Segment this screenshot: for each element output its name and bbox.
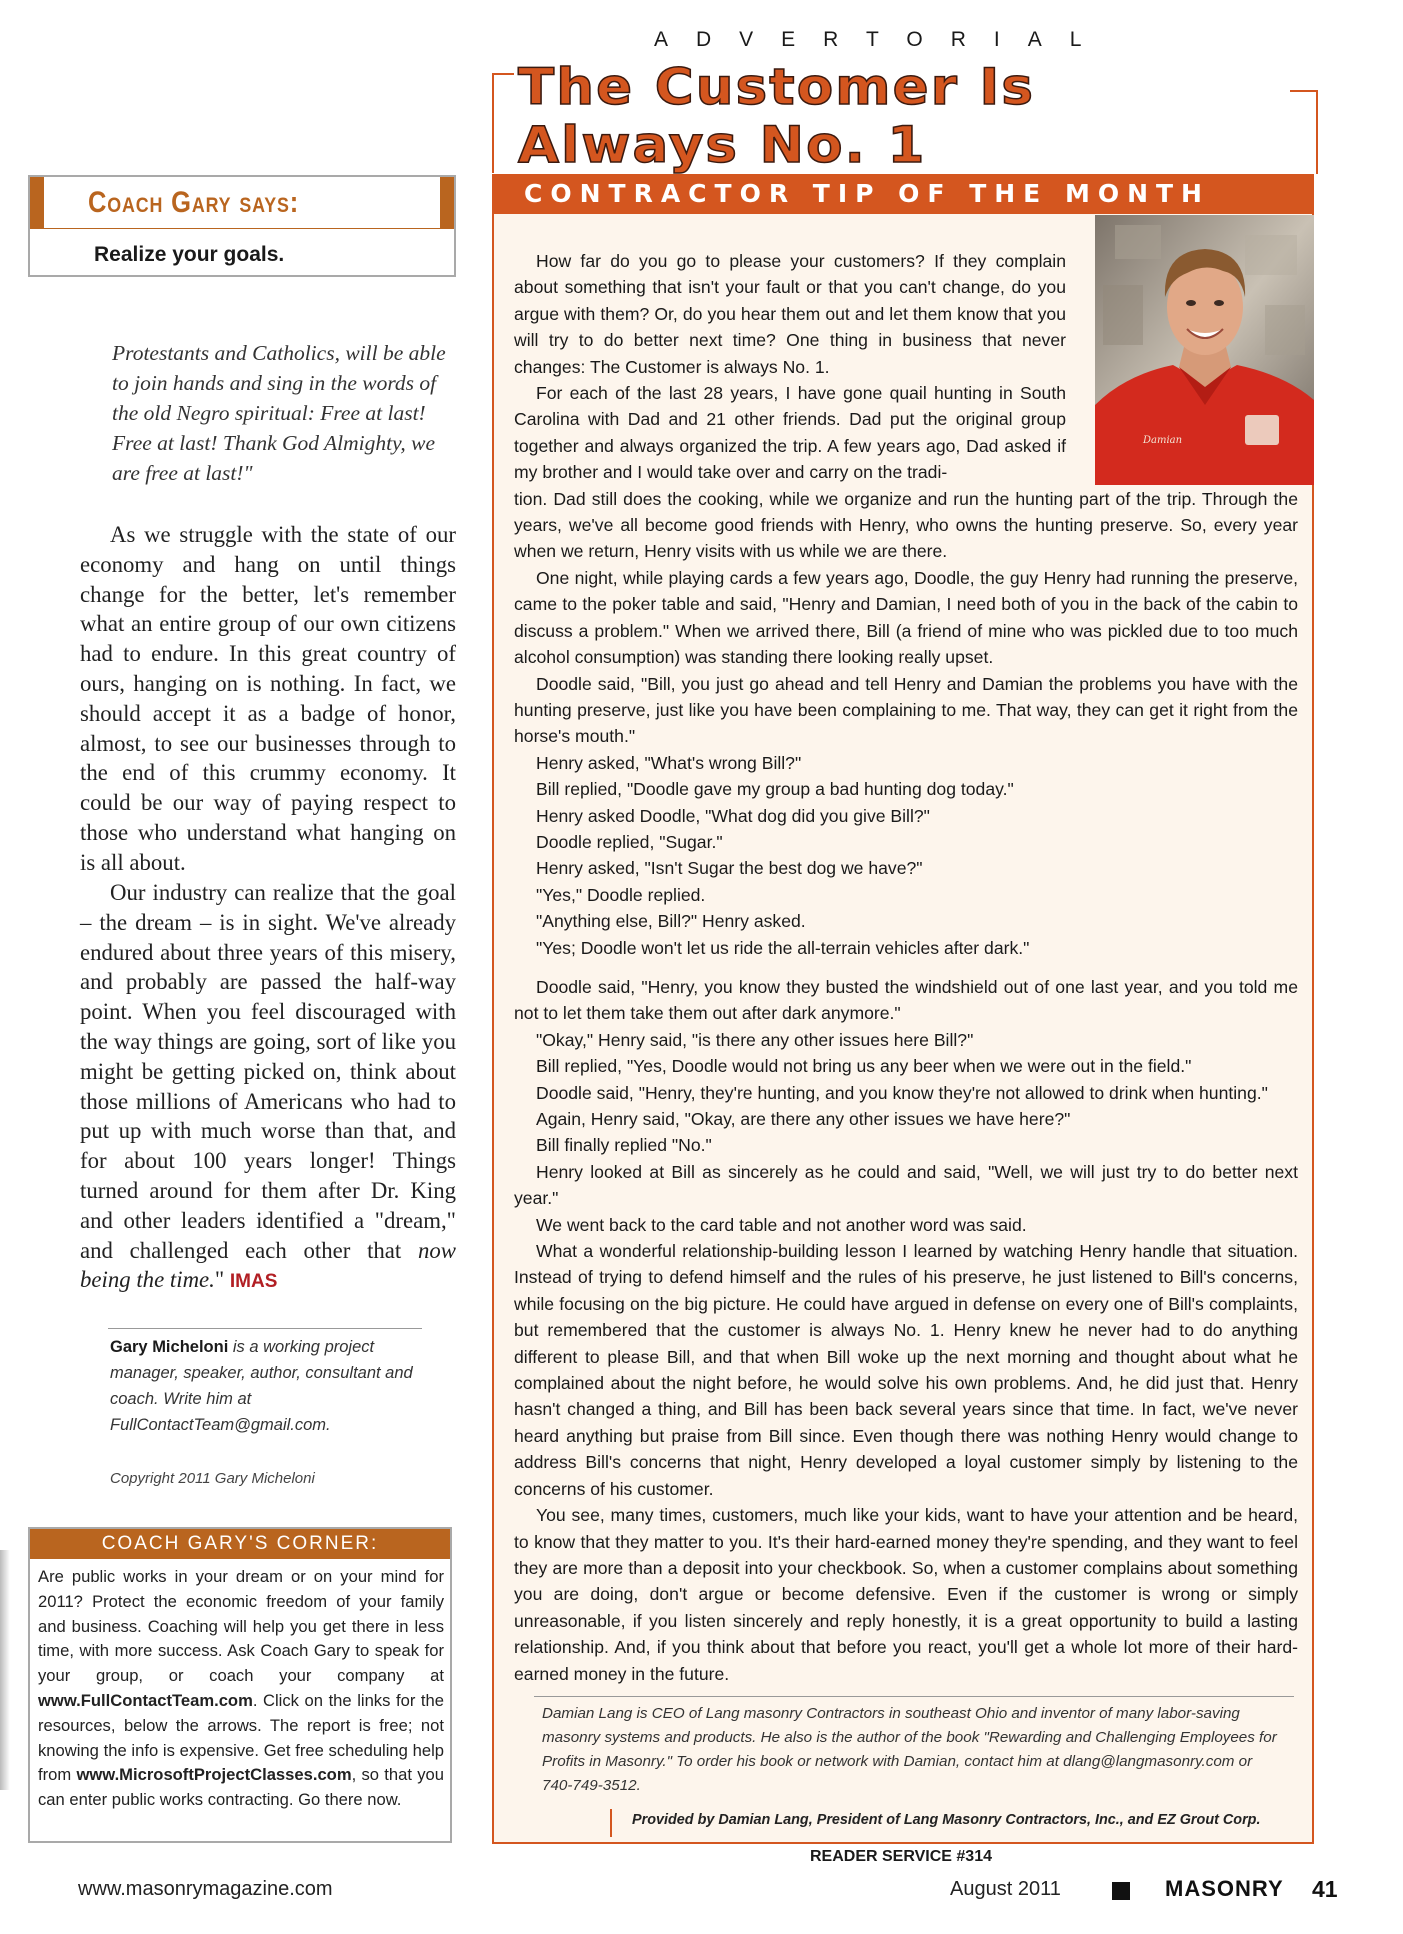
- footer-website[interactable]: www.masonrymagazine.com: [78, 1878, 333, 1900]
- left-paragraph-1: As we struggle with the state of our economy and hang on until things change for the better, let's remember what an entire group of our own citizens had to endure. In this great country of ours, hanging on is nothing. In fact, we should accept it as a badge of honor, almost, to see our businesses through to the end of this crummy economy. It could be our way of paying respect to those who understand what hanging on is all about.: [80, 522, 456, 875]
- corner-text-b: . Click on the links for the resources, below the arrows. The report is free; not knowing the info is expensive. Get free scheduling help from: [38, 1690, 444, 1785]
- copyright-note: Copyright 2011 Gary Micheloni: [110, 1470, 315, 1487]
- left-paragraph-2-text: Our industry can realize that the goal – the dream – is in sight. We've already endured about three years of this misery, and probably are passed the half-way point. When you feel discouraged with the way things are going, sort of like you might be getting picked on, think about those millions of Americans who had to put up with much worse than that, and for about 100 years longer! Things turned around for them after Dr. King and other leaders identified a "dream," and challenged each other that: [80, 880, 456, 1263]
- article-paragraph: "Okay," Henry said, "is there any other issues here Bill?": [536, 1029, 974, 1050]
- contractor-tip-band: CONTRACTOR TIP OF THE MONTH: [492, 174, 1314, 214]
- microsoftprojectclasses-link[interactable]: www.MicrosoftProjectClasses.com: [76, 1765, 352, 1785]
- credit-divider: [534, 1696, 1294, 1697]
- coach-box-tagline: Realize your goals.: [94, 243, 285, 266]
- author-name: Gary Micheloni: [110, 1338, 229, 1356]
- left-paragraph-2-italic: now being the time.: [80, 1237, 456, 1293]
- imas-end-mark: IMAS: [229, 1271, 278, 1293]
- corner-text-a: Are public works in your dream or on your mind for 2011? Protect the economic freedom of your family and business. Coaching will help you get there in less time, with more success. Ask Coach Gary to speak for your group, or coach your company at: [38, 1567, 444, 1686]
- article-paragraph: Doodle replied, "Sugar.": [536, 831, 723, 852]
- headline-line-1: The Customer Is: [518, 58, 1036, 116]
- footer-magazine-name: MASONRY: [1165, 1876, 1284, 1901]
- bio-divider: [108, 1328, 422, 1329]
- article-paragraph: "Yes," Doodle replied.: [536, 884, 706, 905]
- article-paragraph: Doodle said, "Henry, they're hunting, and you know they're not allowed to drink when hunting.": [536, 1082, 1268, 1103]
- article-paragraph: Again, Henry said, "Okay, are there any other issues we have here?": [536, 1109, 1071, 1129]
- article-author-credit: Damian Lang is CEO of Lang masonry Contractors in southeast Ohio and inventor of many labor-saving masonry systems and products. He also is the author of the book "Rewarding and Challenging Employees for Profits in Masonry." To order his book or network with Damian, contact him at dlang@langmasonry.com or 740-749-3512.: [542, 1705, 1277, 1794]
- article-paragraph: We went back to the card table and not another word was said.: [536, 1214, 1027, 1235]
- article-paragraph: How far do you go to please your customers? If they complain about something that isn't your fault or that you can't change, do you argue with them? Or, do you hear them out and let them know that you will try to do better next time? One thing in business that never changes: The Customer is always No. 1.: [514, 251, 1066, 377]
- corner-text-c: , so that you can enter public works contracting. Go there now.: [38, 1765, 444, 1810]
- article-paragraph: What a wonderful relationship-building lesson I learned by watching Henry handle that situation. Instead of trying to defend himself and the rules of his preserve, he just listened to Bill's concerns, while focusing on the big picture. He could have argued in defense on every one of Bill's complaints, but remembered that the customer is always No. 1. Henry knew he never had to do anything different to please Bill, and that when Bill woke up the next morning and thought about what he complained about the night before, he would solve his own problems. And, he did just that. Henry hasn't changed a thing, and Bill has been back several years since that time. In fact, we've never heard anything but praise from Bill since. Even though there was nothing Henry would change to address Bill's concerns that night, Henry developed a loyal customer simply by listening to the concerns of his customer.: [514, 1241, 1298, 1499]
- article-paragraph: Bill replied, "Doodle gave my group a bad hunting dog today.": [536, 779, 1014, 800]
- article-paragraph: tion. Dad still does the cooking, while we organize and run the hunting part of the trip. Through the years, we've all become good friends with Henry, who owns the hunting preserve. So, every year when we return, Henry visits with us while we are there.: [514, 488, 1298, 562]
- article-paragraph: "Yes; Doodle won't let us ride the all-terrain vehicles after dark.": [536, 937, 1030, 958]
- article-paragraph: Henry asked, "Isn't Sugar the best dog we have?": [536, 858, 923, 879]
- corner-title: COACH GARY'S CORNER:: [30, 1529, 450, 1559]
- article-paragraph: Bill replied, "Yes, Doodle would not bring us any beer when we were out in the field.": [536, 1056, 1192, 1077]
- coach-box-rule: [44, 228, 440, 229]
- photo-name-tag: Damian: [1143, 435, 1183, 446]
- coach-box-bar-left: [30, 177, 44, 229]
- headline-bracket-top-left: [492, 73, 514, 75]
- article-paragraph: Henry asked Doodle, "What dog did you give Bill?": [536, 805, 930, 826]
- footer-issue-date: August 2011: [950, 1878, 1061, 1900]
- fullcontactteam-link[interactable]: www.FullContactTeam.com: [38, 1690, 253, 1710]
- headline-bracket-right: [1316, 90, 1318, 174]
- article-paragraph: For each of the last 28 years, I have gone quail hunting in South Carolina with Dad and 21 other friends. Dad put the original group together and always organized the trip. A few years ago, Dad asked if my brother and I would take over and carry on the tradi-: [514, 383, 1066, 483]
- left-paragraph-2: [80, 878, 456, 1297]
- headline-line-2: Always No. 1: [518, 116, 927, 174]
- corner-body: [38, 1565, 444, 1813]
- coach-gary-says-box: [28, 175, 456, 277]
- article-paragraph: Doodle said, "Henry, you know they busted the windshield out of one last year, and you told me not to let them take them out after dark anymore.": [514, 976, 1298, 1024]
- headline-bracket-left: [492, 73, 494, 173]
- provided-by-line: Provided by Damian Lang, President of Lang Masonry Contractors, Inc., and EZ Grout Corp.: [632, 1812, 1261, 1828]
- advertorial-kicker: ADVERTORIAL: [654, 28, 1110, 51]
- left-paragraph-2-close: ": [214, 1267, 225, 1293]
- author-bio-text: is a working project manager, speaker, author, consultant and coach. Write him at FullContactTeam@gmail.com.: [110, 1338, 413, 1434]
- coach-box-title: Coach Gary says:: [88, 186, 300, 219]
- provided-by-bar: [610, 1809, 612, 1837]
- coach-box-header: [30, 177, 454, 229]
- reader-service-number: READER SERVICE #314: [810, 1848, 992, 1865]
- article-paragraph: Henry looked at Bill as sincerely as he could and said, "Well, we will just try to do better next year.": [514, 1161, 1298, 1209]
- article-paragraph: "Anything else, Bill?" Henry asked.: [536, 911, 806, 932]
- footer-square-icon: [1112, 1882, 1130, 1900]
- headline-bracket-top-right: [1290, 90, 1318, 92]
- mlk-quote: Protestants and Catholics, will be able to join hands and sing in the words of the old Negro spiritual: Free at last! Free at last! Thank God Almighty, we are free at last!": [112, 341, 446, 485]
- article-paragraph: Bill finally replied "No.": [536, 1135, 712, 1156]
- author-bio: [110, 1334, 430, 1438]
- footer-page-number: 41: [1312, 1876, 1338, 1902]
- coach-box-bar-right: [440, 177, 454, 229]
- article-paragraph: Henry asked, "What's wrong Bill?": [536, 752, 802, 773]
- article-body: [514, 248, 1298, 1687]
- article-paragraph: One night, while playing cards a few years ago, Doodle, the guy Henry had running the preserve, came to the poker table and said, "Henry and Damian, I need both of you in the back of the cabin to discuss a problem." When we arrived there, Bill (a friend of mine who was pickled due to too much alcohol consumption) was standing there looking really upset.: [514, 567, 1298, 668]
- article-paragraph: Doodle said, "Bill, you just go ahead and tell Henry and Damian the problems you have with the hunting preserve, just like you have been complaining to me. That way, they can get it right from the horse's mouth.": [514, 673, 1298, 747]
- page-edge-shadow: [0, 1550, 10, 1790]
- article-paragraph: You see, many times, customers, much like your kids, want to have your attention and be heard, to know that they matter to you. It's their hard-earned money they're spending, and they want to feel they are more than a deposit into your checkbook. So, when a customer complains about something you are doing, don't argue or become defensive. Even if the customer is wrong or simply unreasonable, if you listen sincerely and reply honestly, it is a great opportunity to build a lasting relationship. And, if you think about that before you react, you'll get a whole lot more of their hard-earned money in the future.: [514, 1505, 1298, 1684]
- coach-gary-corner-box: [28, 1527, 452, 1843]
